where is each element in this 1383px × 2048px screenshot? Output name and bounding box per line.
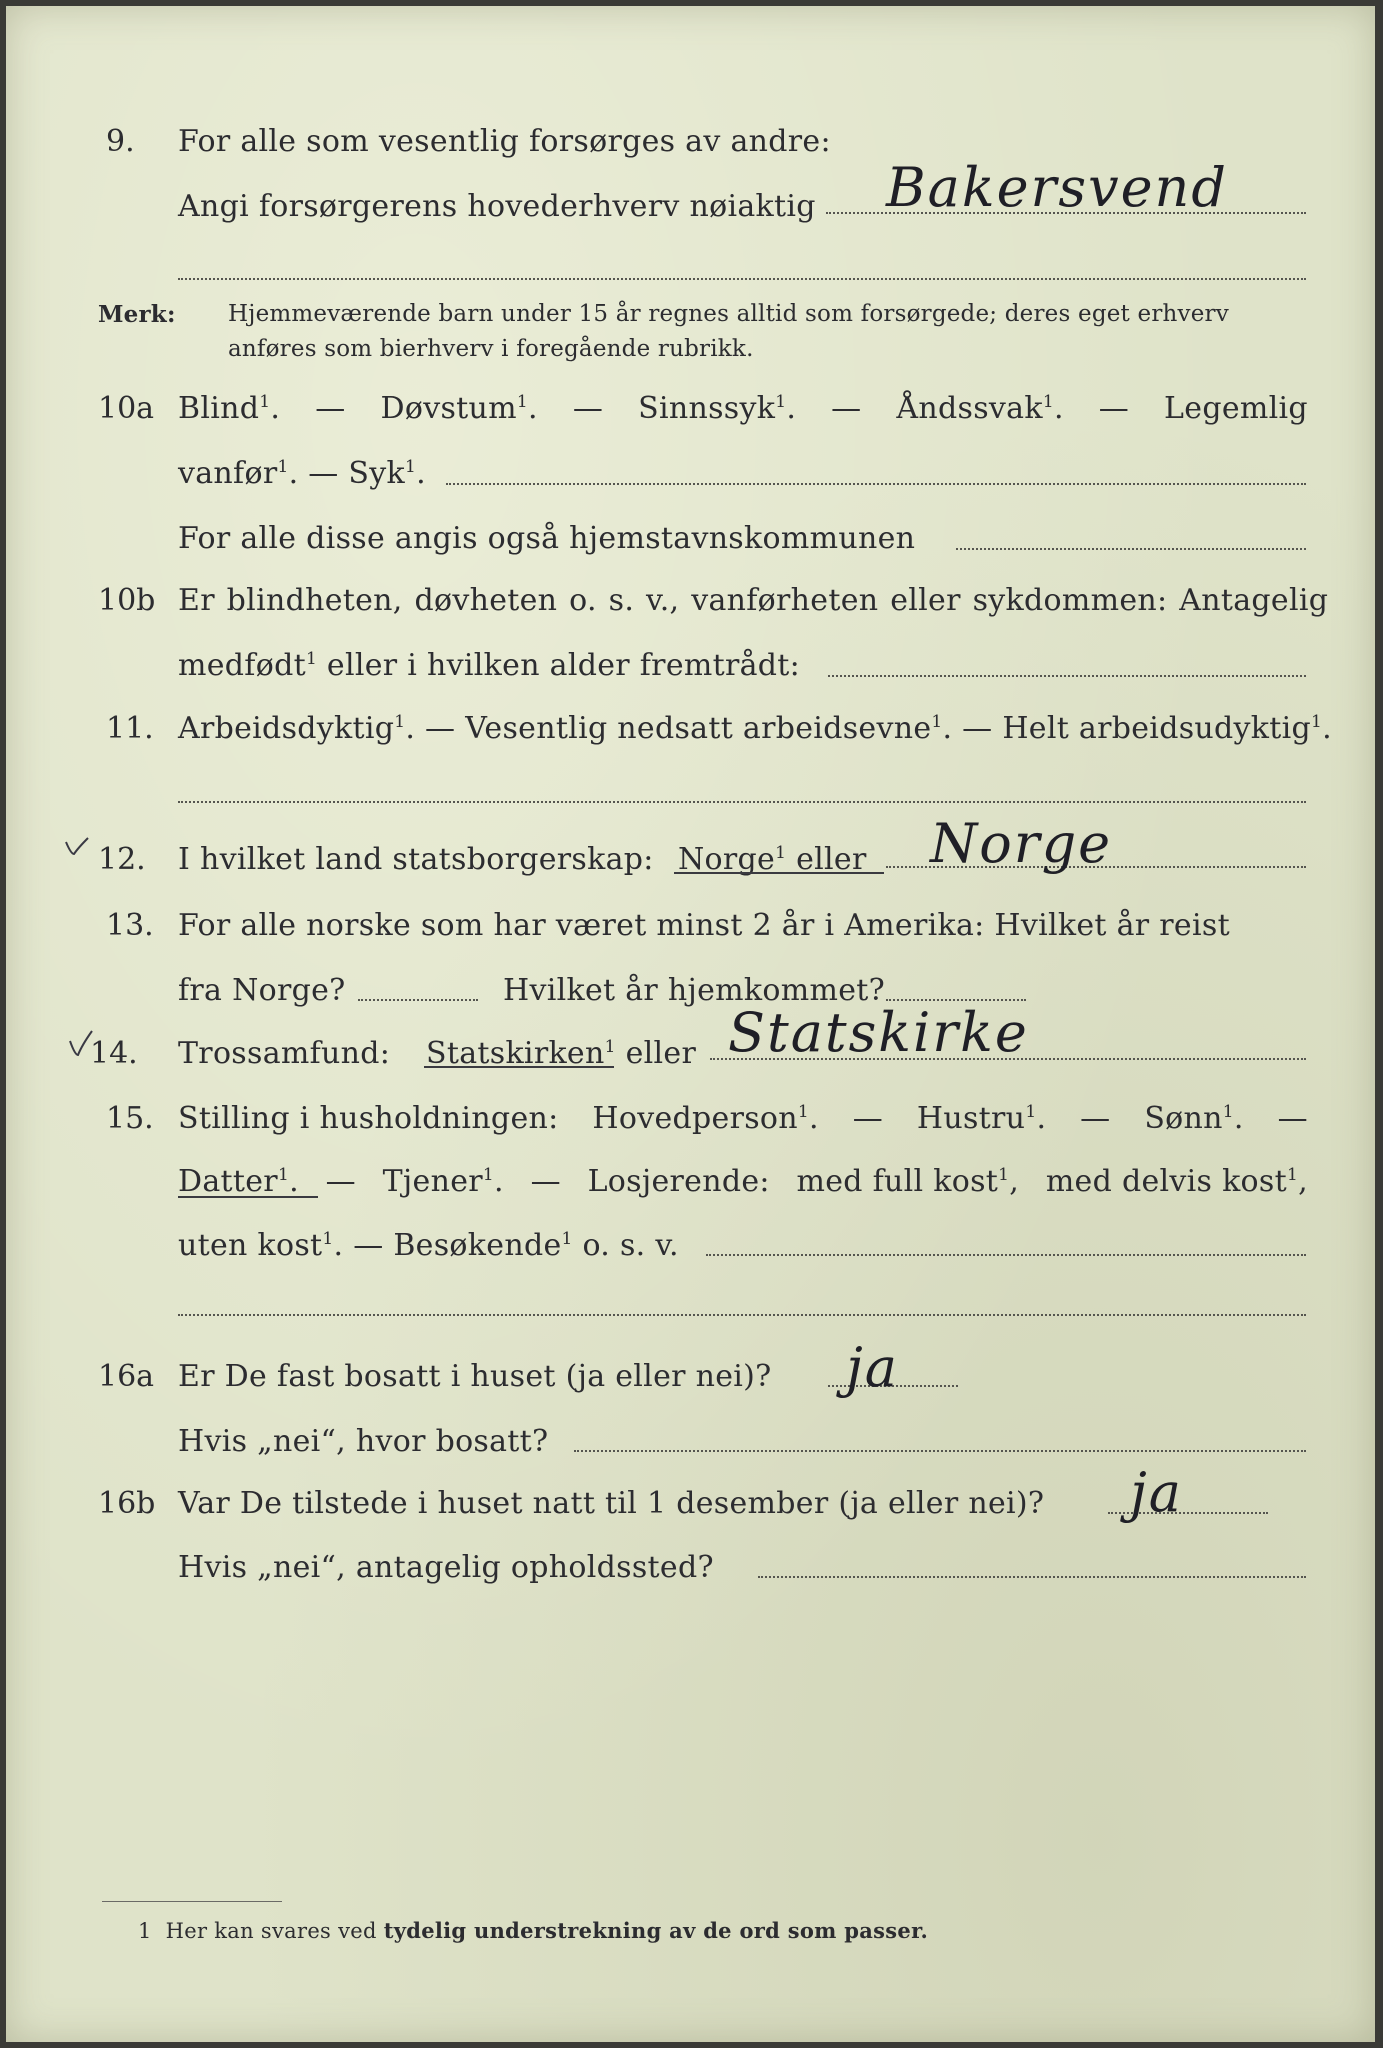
q12-option: Norge$^1$ eller [678,842,867,877]
q12-underline [674,872,884,874]
q15-line1: Stilling i husholdningen: Hovedperson$^1$. — Hustru$^1$. — Sønn$^1$. — [178,1101,1308,1136]
q14-option: Statskirken$^1$ eller [426,1036,697,1071]
q12-answer: Norge [930,812,1113,875]
q14-question: Trossamfund: [178,1036,391,1071]
q15-answer-line [706,1254,1306,1256]
q10a-options: Blind$^1$. — Døvstum$^1$. — Sinnssyk$^1$. — Åndssvak$^1$. — Legemlig [178,391,1308,426]
q13-reist-line [358,999,478,1001]
q16a-answer: ja [846,1336,899,1399]
q10b-line1: Er blindheten, døvheten o. s. v., vanførheten eller sykdommen: Antagelig [178,583,1329,618]
q16a-number: 16a [98,1359,155,1394]
q14-underline [424,1066,614,1068]
check-mark-icon [64,836,90,862]
q10a-opt-andssvak: Åndssvak$^1$. [896,391,1064,426]
q10a-hjemstavn-line [956,548,1306,550]
q11-answer-line [178,801,1306,803]
q10a-number: 10a [98,391,155,426]
footnote-rule [102,1901,282,1902]
q10a-opt-dovstum: Døvstum$^1$. [380,391,538,426]
q11-number: 11. [106,711,154,746]
q10a-opt-legemlig: Legemlig [1164,391,1308,426]
q12-number: 12. [98,842,146,877]
merk-line2: anføres som bierhverv i foregående rubrikk. [228,336,754,362]
merk-line1: Hjemmeværende barn under 15 år regnes alltid som forsørgede; deres eget erhverv [228,301,1229,327]
q16b-line2: Hvis „nei“, antagelig opholdssted? [178,1550,714,1585]
q16b-line1: Var De tilstede i huset natt til 1 desember (ja eller nei)? [178,1486,1045,1521]
q16b-answer: ja [1130,1461,1183,1524]
q15-line2: Datter$^1$. — Tjener$^1$. — Losjerende: med full kost$^1$, med delvis kost$^1$, [178,1164,1308,1199]
merk-label: Merk: [98,301,176,328]
q16b-number: 16b [98,1486,156,1521]
q14-number: 14. [90,1036,138,1071]
q13-line2b: Hvilket år hjemkommet? [503,973,886,1008]
q9-answer: Bakersvend [886,156,1228,219]
q16a-line2: Hvis „nei“, hvor bosatt? [178,1424,549,1459]
q10b-number: 10b [98,583,156,618]
census-form-page [6,6,1375,2042]
q15-number: 15. [106,1101,154,1136]
q9-line1: For alle som vesentlig forsørges av andre: [178,124,831,159]
q13-number: 13. [106,908,154,943]
footnote: 1 Her kan svares ved tydelig understrekning av de ord som passer. [138,1918,929,1943]
q15-underline [178,1196,318,1198]
q15-line3: uten kost$^1$. — Besøkende$^1$ o. s. v. [178,1228,679,1263]
q10a-opt-blind: Blind$^1$. [178,391,281,426]
q9-line2: Angi forsørgerens hovederhverv nøiaktig [178,189,816,224]
q10b-line2: medfødt$^1$ eller i hvilken alder fremtrådt: [178,648,801,683]
q10a-line3: For alle disse angis også hjemstavnskommunen [178,521,916,556]
q15-extra-line [178,1314,1306,1316]
q16a-bosatt-line [574,1450,1306,1452]
q13-line1: For alle norske som har været minst 2 år i Amerika: Hvilket år reist [178,908,1230,943]
q12-question: I hvilket land statsborgerskap: [178,842,654,877]
q10a-answer-line [446,483,1306,485]
q11-line1: Arbeidsdyktig$^1$. — Vesentlig nedsatt arbeidsevne$^1$. — Helt arbeidsudyktig$^1$. [178,711,1332,746]
q10a-opt-sinnssyk: Sinnssyk$^1$. [638,391,797,426]
q9-extra-line [178,278,1306,280]
q10a-line2: vanfør$^1$. — Syk$^1$. [178,456,426,491]
q16a-line1: Er De fast bosatt i huset (ja eller nei)? [178,1359,772,1394]
q16b-opphold-line [758,1576,1306,1578]
q9-number: 9. [106,124,135,159]
q13-line2a: fra Norge? [178,973,346,1008]
q14-answer: Statskirke [728,1001,1029,1064]
q10b-answer-line [828,675,1306,677]
